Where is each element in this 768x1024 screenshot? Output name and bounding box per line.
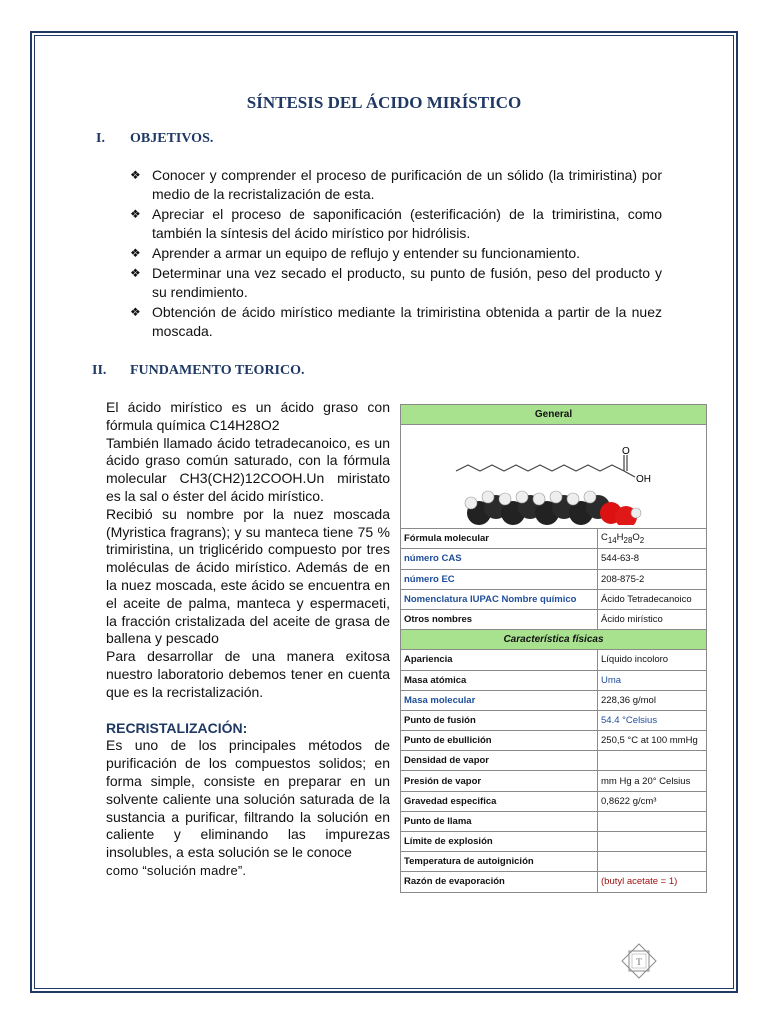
row-label: Temperatura de autoignición [401, 852, 598, 872]
table-header-physical: Característica físicas [401, 630, 707, 650]
row-value: 544-63-8 [598, 549, 707, 569]
row-label: Densidad de vapor [401, 751, 598, 771]
paragraph: El ácido mirístico es un ácido graso con fórmula química C14H28O2 [106, 399, 390, 433]
paragraph: Para desarrollar de una manera exitosa nuestro laboratorio debemos tener en cuenta que es la recristalización. [106, 648, 390, 700]
row-label: Apariencia [401, 650, 598, 670]
table-row [401, 569, 707, 589]
diamond-bullet-icon: ❖ [130, 305, 141, 319]
molecule-structure-icon [401, 425, 706, 525]
table-row [401, 791, 707, 811]
list-item: ❖ Obtención de ácido mirístico mediante la trimiristina obtenida a partir de la nuez moscada. [130, 304, 662, 339]
row-label: Gravedad especifica [401, 791, 598, 811]
row-value: Uma [598, 670, 707, 690]
row-value [598, 751, 707, 771]
table-header-general: General [401, 405, 707, 425]
list-item: ❖ Conocer y comprender el proceso de purificación de un sólido (la trimiristina) por medio de la recristalización de esta. [130, 167, 662, 202]
row-value: (butyl acetate = 1) [598, 872, 707, 892]
paragraph-last-line: como “solución madre”. [106, 862, 247, 878]
row-value [598, 811, 707, 831]
row-label: Fórmula molecular [401, 529, 598, 549]
footer-logo-icon [620, 943, 658, 979]
table-row [401, 832, 707, 852]
document-title: SÍNTESIS DEL ÁCIDO MIRÍSTICO [246, 93, 522, 112]
paragraph: También llamado ácido tetradecanoico, es un ácido graso común saturado, con la fórmula molecular CH3(CH2)12COOH.Un miristato es la sal o éster del ácido mirístico. [106, 434, 390, 504]
svg-text:OH: OH [636, 474, 651, 486]
list-item: ❖ Aprender a armar un equipo de reflujo y entender su funcionamiento. [130, 245, 581, 261]
paragraph: Recibió su nombre por la nuez moscada (Myristica fragrans); y su manteca tiene 75 % trimiristina, un triglicérido compuesto por tres moléculas de ácido mirístico. Además de en la nuez moscada, este ácido se encuentra en el aceite de palma, manteca y espermaceti, la fracción cristalizada del aceite de grasa de ballena y pescado [106, 505, 390, 647]
table-row [401, 710, 707, 730]
objectives-list [128, 166, 662, 342]
space-filling-model [465, 491, 641, 525]
table-row [401, 872, 707, 892]
recristalizacion-heading: RECRISTALIZACIÓN: [106, 719, 248, 736]
row-label: Masa molecular [401, 690, 598, 710]
section-number: II. [92, 363, 107, 378]
section-title: FUNDAMENTO TEORICO. [130, 363, 305, 378]
section-title: OBJETIVOS. [130, 131, 214, 146]
row-value: Líquido incoloro [598, 650, 707, 670]
row-label: número CAS [401, 549, 598, 569]
row-value: Ácido mirístico [598, 609, 707, 629]
table-row [401, 589, 707, 609]
section-objetivos-heading [96, 131, 213, 147]
table-row [401, 811, 707, 831]
section-fundamento-heading [92, 363, 305, 379]
fundamento-text [106, 399, 390, 880]
row-value: 250,5 °C at 100 mmHg [598, 731, 707, 751]
table-row [401, 650, 707, 670]
row-label: Punto de llama [401, 811, 598, 831]
row-value [598, 852, 707, 872]
table-row [401, 690, 707, 710]
table-row [401, 529, 707, 549]
molecule-image [401, 425, 707, 529]
diamond-bullet-icon: ❖ [130, 207, 141, 221]
row-value: 0,8622 g/cm³ [598, 791, 707, 811]
list-item: ❖ Determinar una vez secado el producto, su punto de fusión, peso del producto y su rendimiento. [130, 265, 662, 300]
row-value: 208-875-2 [598, 569, 707, 589]
row-label: Punto de ebullición [401, 731, 598, 751]
table-row [401, 751, 707, 771]
row-label: Masa atómica [401, 670, 598, 690]
row-label: número EC [401, 569, 598, 589]
table-row [401, 609, 707, 629]
row-label: Nomenclatura IUPAC Nombre químico [401, 589, 598, 609]
diamond-bullet-icon: ❖ [130, 168, 141, 182]
row-label: Razón de evaporación [401, 872, 598, 892]
properties-table [400, 404, 707, 893]
row-label: Presión de vapor [401, 771, 598, 791]
table-row [401, 549, 707, 569]
row-label: Límite de explosión [401, 832, 598, 852]
row-value: 228,36 g/mol [598, 690, 707, 710]
row-value [598, 832, 707, 852]
diamond-bullet-icon: ❖ [130, 246, 141, 260]
paragraph: Es uno de los principales métodos de purificación de los compuestos solidos; en forma simple, consiste en preparar en un solvente caliente una solución saturada de la sustancia a purificar, filtrando la solución en caliente y eliminando las impurezas insolubles, a esta solución se le conoce [106, 737, 390, 861]
list-item: ❖ Apreciar el proceso de saponificación (esterificación) de la trimiristina, como también la síntesis del ácido mirístico por hidrólisis. [130, 206, 662, 241]
row-value: 54.4 °Celsius [598, 710, 707, 730]
diamond-bullet-icon: ❖ [130, 266, 141, 280]
table-row [401, 670, 707, 690]
row-label: Punto de fusión [401, 710, 598, 730]
row-value: Ácido Tetradecanoico [598, 589, 707, 609]
section-number: I. [96, 131, 105, 146]
row-label: Otros nombres [401, 609, 598, 629]
table-row [401, 852, 707, 872]
row-value: mm Hg a 20° Celsius [598, 771, 707, 791]
table-row [401, 731, 707, 751]
table-row [401, 771, 707, 791]
row-value: $C_{14}H_{28}O_2$ [598, 529, 707, 549]
svg-text:T: T [636, 957, 642, 967]
svg-text:O: O [622, 446, 630, 458]
